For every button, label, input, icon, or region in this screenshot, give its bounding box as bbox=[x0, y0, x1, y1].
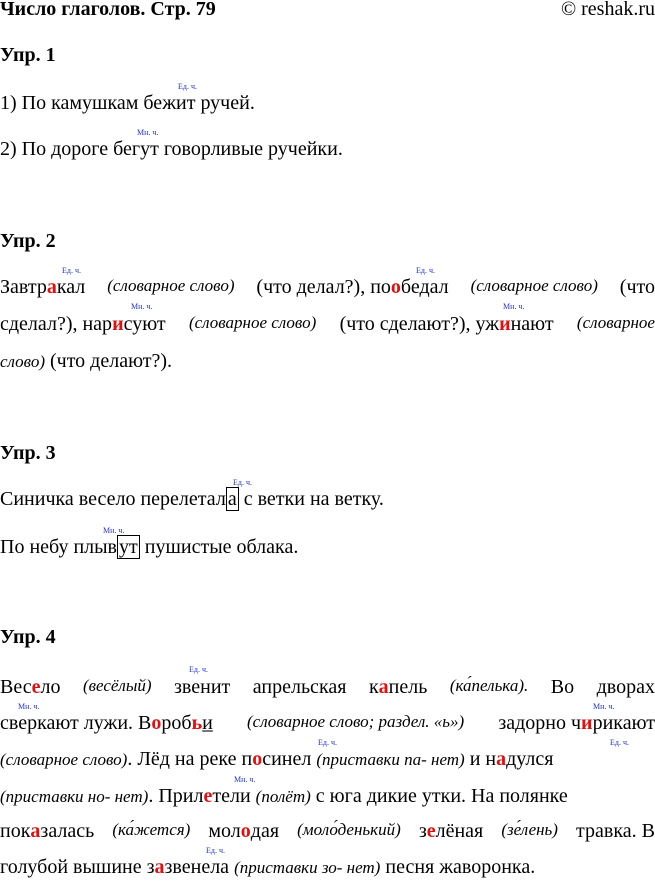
singular-tag: Ед. ч. bbox=[206, 846, 225, 855]
ex4-line-6: голубой вышине зазвенела (приставки зо- нет) песня жаворонка. bbox=[0, 856, 536, 878]
page-title: Число глаголов. Стр. 79 bbox=[0, 0, 216, 20]
singular-tag: Ед. ч. bbox=[318, 738, 337, 747]
singular-tag: Ед. ч. bbox=[233, 478, 252, 487]
ex4-line-5: показалась (ка́жется) молодая (моло́денький) зелёная (зе́лень) травка. В bbox=[0, 820, 655, 842]
singular-tag: Ед. ч. bbox=[189, 665, 208, 674]
plural-tag: Мн. ч. bbox=[503, 302, 525, 311]
plural-tag: Мн. ч. bbox=[131, 302, 153, 311]
dictionary-word-note: (словарное слово) bbox=[107, 276, 235, 295]
ex1-sentence-2: 2) По дороге бегут говорливые ручейки. bbox=[0, 138, 343, 160]
exercise-4-heading: Упр. 4 bbox=[0, 626, 56, 648]
dictionary-word-note: (словарное слово) bbox=[470, 276, 598, 295]
ending-box: ут bbox=[119, 536, 138, 558]
ex4-line-3: (словарное слово). Лёд на реке посинел (приставки па- нет) и надулся bbox=[0, 748, 554, 770]
ex4-line-2: сверкают лужи. Воробьи (словарное слово; раздел. «ь») задорно чирикают bbox=[0, 712, 655, 734]
site-watermark: © reshak.ru bbox=[560, 0, 655, 20]
exercise-2-heading: Упр. 2 bbox=[0, 230, 56, 252]
ending-box: а bbox=[227, 488, 237, 510]
plural-tag: Мн. ч. bbox=[137, 128, 159, 137]
singular-tag: Ед. ч. bbox=[178, 82, 197, 91]
singular-tag: Ед. ч. bbox=[610, 738, 629, 747]
ex3-sentence-2: По небу плыв ут пушистые облака. bbox=[0, 536, 299, 558]
ex4-line-4: (приставки но- нет). Прилетели (полёт) с юга дикие утки. На полянке bbox=[0, 785, 568, 807]
ex2-line-1 bbox=[0, 276, 655, 299]
dictionary-word-note: (словарное слово) bbox=[188, 313, 317, 332]
singular-tag: Ед. ч. bbox=[416, 266, 435, 275]
word-poobedal: (что делал?), пообедал bbox=[256, 276, 449, 298]
exercise-1-heading: Упр. 1 bbox=[0, 44, 56, 66]
plural-tag: Мн. ч. bbox=[234, 775, 256, 784]
singular-tag: Ед. ч. bbox=[62, 266, 81, 275]
exercise-3-heading: Упр. 3 bbox=[0, 442, 56, 464]
plural-tag: Мн. ч. bbox=[18, 702, 40, 711]
ex1-sentence-1: 1) По камушкам бежит ручей. bbox=[0, 92, 255, 114]
ex2-line-3: слово) (что делают?). bbox=[0, 350, 173, 372]
ex2-line-2 bbox=[0, 313, 655, 336]
word-zavtrakal: Завтракал bbox=[0, 276, 86, 298]
ex4-line-1: Весело (весёлый) звенит апрельская капель (ка́пелька). Во дворах bbox=[0, 676, 655, 698]
dictionary-word-note: (словарное bbox=[576, 313, 655, 332]
ex3-sentence-1: Синичка весело перелетал а с ветки на ветку. bbox=[0, 488, 384, 510]
plural-tag: Мн. ч. bbox=[103, 526, 125, 535]
plural-tag: Мн. ч. bbox=[593, 702, 615, 711]
word-uzhinayut: (что сделают?), ужинают bbox=[339, 313, 554, 335]
word-narisuyut: сделал?), нарисуют bbox=[0, 313, 166, 335]
question-text: (что bbox=[619, 276, 655, 298]
